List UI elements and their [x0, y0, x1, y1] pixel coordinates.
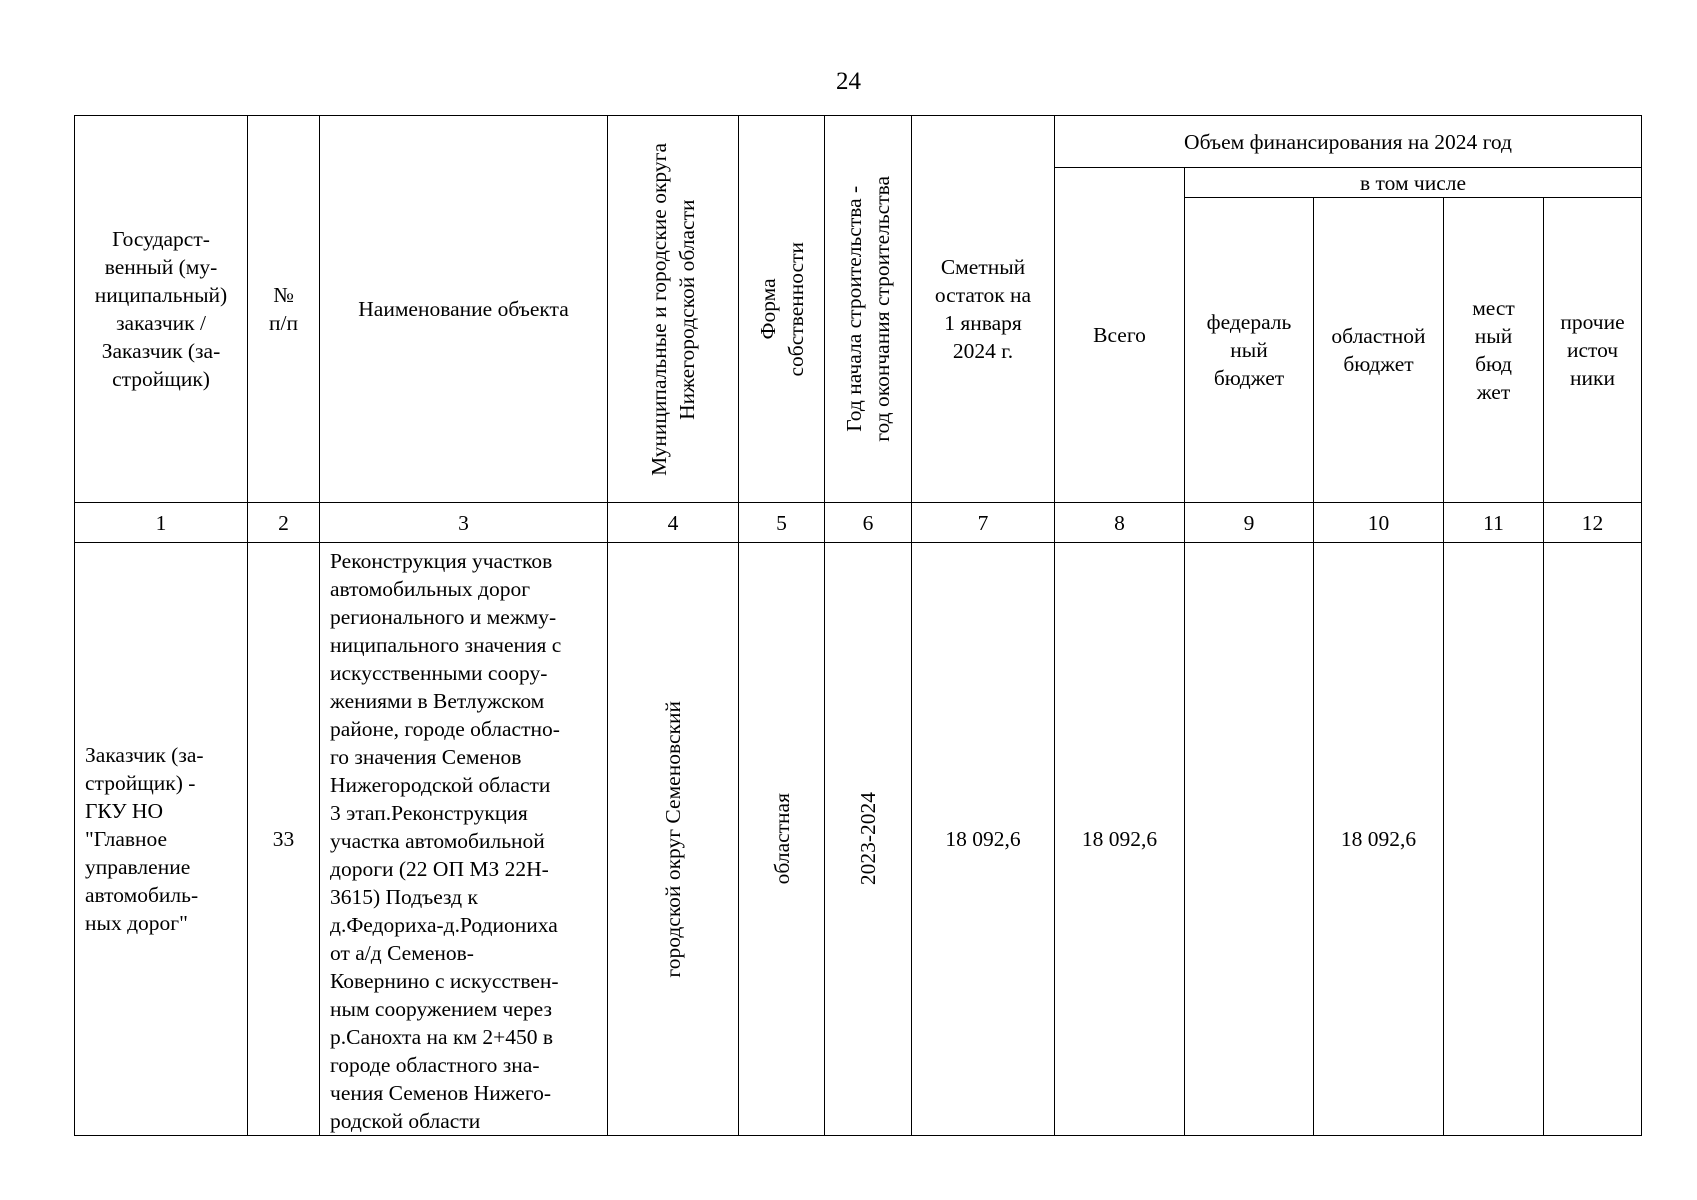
column-number: 12: [1544, 503, 1642, 543]
column-number: 1: [75, 503, 248, 543]
header-including-group: в том числе: [1185, 168, 1642, 198]
column-number: 6: [825, 503, 912, 543]
header-total: Всего: [1055, 168, 1185, 503]
cell-municipality: городской округ Семеновский: [608, 543, 739, 1136]
header-estimated-balance: Сметный остаток на 1 января 2024 г.: [912, 116, 1055, 503]
cell-years: 2023-2024: [825, 543, 912, 1136]
column-number: 5: [739, 503, 825, 543]
cell-estimated-balance: 18 092,6: [912, 543, 1055, 1136]
cell-customer: Заказчик (за- стройщик) - ГКУ НО "Главное управление автомобиль- ных дорог": [75, 543, 248, 1136]
column-number: 8: [1055, 503, 1185, 543]
cell-object-name: Реконструкция участков автомобильных дорог регионального и межму- ниципального значения с искусственными соору- жениями в Ветлужском районе, городе областно- го значения Семенов Нижегородской области 3 этап.Реконструкция участка автомобильной дороги (22 ОП МЗ 22Н- 3615) Подъезд к д.Федориха-д.Родиониха от а/д Семенов- Ковернино с искусствен- ным сооружением через р.Санохта на км 2+450 в городе областного зна- чения Семенов Нижего- родской области: [320, 543, 608, 1136]
header-ownership: Форма собственности: [739, 116, 825, 503]
header-financing-group: Объем финансирования на 2024 год: [1055, 116, 1642, 168]
table-row: [75, 543, 1642, 1136]
cell-total: 18 092,6: [1055, 543, 1185, 1136]
cell-ownership: областная: [739, 543, 825, 1136]
column-number: 7: [912, 503, 1055, 543]
header-years: Год начала строительства - год окончания строительства: [825, 116, 912, 503]
header-object-name: Наименование объекта: [320, 116, 608, 503]
header-customer: Государст- венный (му- ниципальный) заказчик / Заказчик (за- стройщик): [75, 116, 248, 503]
page-number: 24: [836, 68, 861, 95]
column-number: 3: [320, 503, 608, 543]
header-other: прочие источ ники: [1544, 198, 1642, 503]
header-federal: федераль ный бюджет: [1185, 198, 1314, 503]
header-municipality: Муниципальные и городские округа Нижегородской области: [608, 116, 739, 503]
cell-local: [1444, 543, 1544, 1136]
cell-federal: [1185, 543, 1314, 1136]
column-number: 9: [1185, 503, 1314, 543]
header-regional: областной бюджет: [1314, 198, 1444, 503]
cell-other: [1544, 543, 1642, 1136]
column-number: 2: [248, 503, 320, 543]
column-number: 10: [1314, 503, 1444, 543]
column-number: 4: [608, 503, 739, 543]
header-number: № п/п: [248, 116, 320, 503]
column-number: 11: [1444, 503, 1544, 543]
header-local: мест ный бюд жет: [1444, 198, 1544, 503]
cell-regional: 18 092,6: [1314, 543, 1444, 1136]
cell-number: 33: [248, 543, 320, 1136]
financing-table: [74, 115, 1642, 1136]
